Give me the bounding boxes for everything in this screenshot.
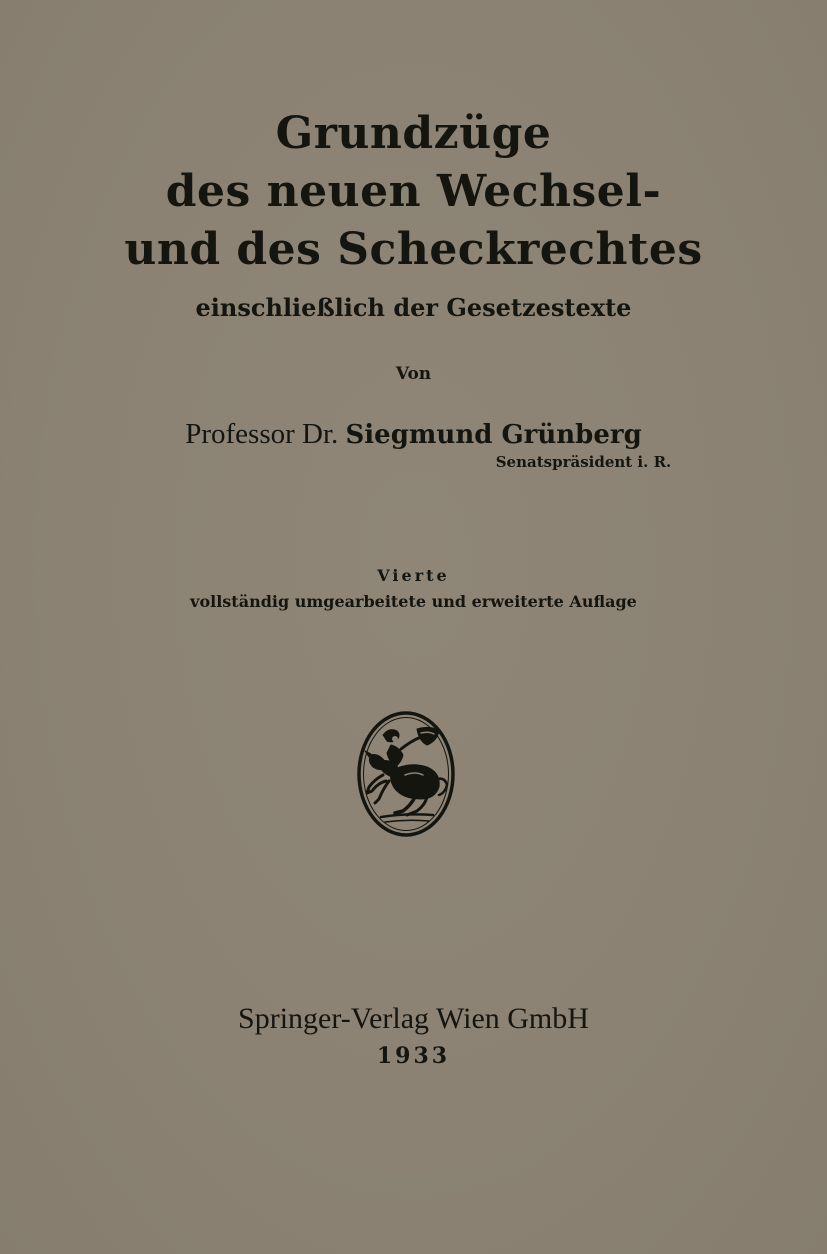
author-prefix: Professor Dr. xyxy=(185,418,339,450)
author-position: Senatspräsident i. R. xyxy=(495,453,672,471)
edition-number: Vierte xyxy=(377,566,450,585)
book-title-line-1: Grundzüge xyxy=(275,108,552,159)
book-subtitle: einschließlich der Gesetzestexte xyxy=(195,293,632,322)
springer-horseman-logo-icon xyxy=(355,709,457,839)
author-line xyxy=(0,416,827,453)
book-title-line-2: des neuen Wechsel- xyxy=(165,166,662,217)
publisher-name: Springer-Verlag Wien GmbH xyxy=(238,1002,589,1035)
publication-year: 1933 xyxy=(376,1043,451,1069)
book-title-line-3: und des Scheckrechtes xyxy=(124,224,703,275)
by-label: Von xyxy=(395,364,432,384)
edition-description: vollständig umgearbeitete und erweiterte Auflage xyxy=(190,592,637,611)
author-name: Siegmund Grünberg xyxy=(345,420,642,450)
